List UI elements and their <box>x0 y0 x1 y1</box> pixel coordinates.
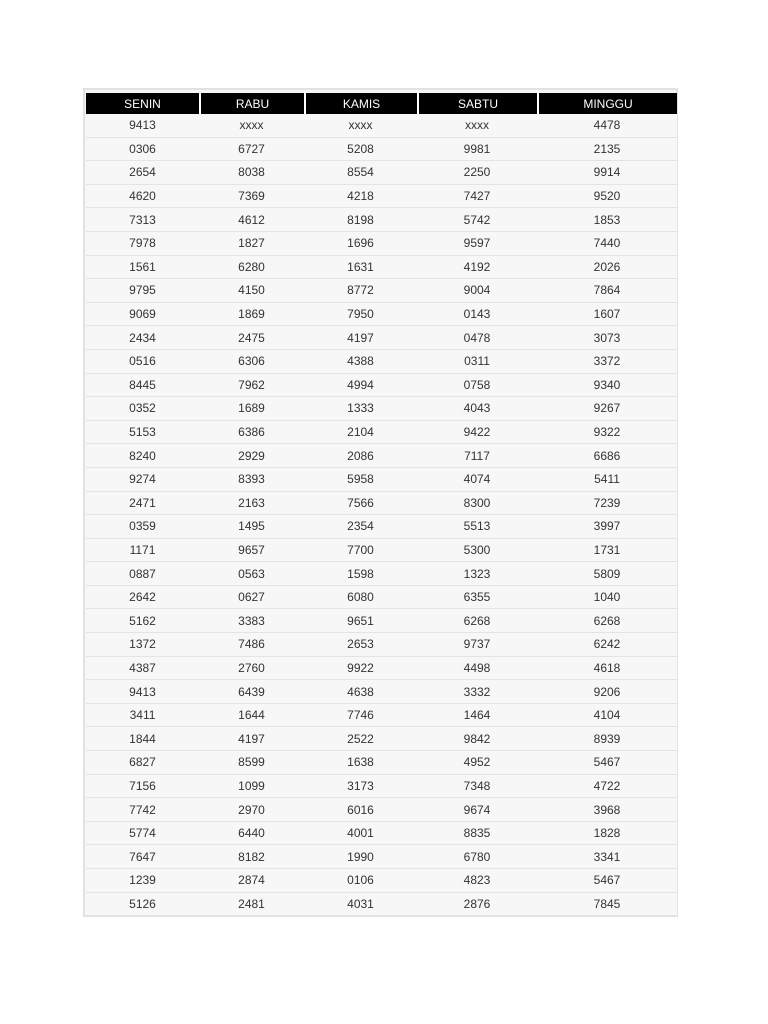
table-cell-rabu: 6306 <box>199 349 304 373</box>
table-cell-minggu: 9267 <box>537 396 677 420</box>
table-cell-senin: 7978 <box>86 231 199 255</box>
table-cell-minggu: 9206 <box>537 679 677 703</box>
table-cell-senin: 0306 <box>86 137 199 161</box>
table-cell-kamis: 5958 <box>304 467 417 491</box>
table-cell-kamis: 2653 <box>304 632 417 656</box>
table-cell-senin: 2654 <box>86 160 199 184</box>
table-row <box>86 255 677 279</box>
table-row <box>86 844 677 868</box>
table-cell-minggu: 9322 <box>537 420 677 444</box>
column-header-senin: SENIN <box>86 93 199 114</box>
table-cell-senin: 7313 <box>86 207 199 231</box>
table-cell-rabu: 8038 <box>199 160 304 184</box>
table-cell-kamis: 7566 <box>304 491 417 515</box>
table-cell-senin: 4620 <box>86 184 199 208</box>
table-cell-senin: 1844 <box>86 726 199 750</box>
table-cell-senin: 0516 <box>86 349 199 373</box>
table-cell-senin: 1372 <box>86 632 199 656</box>
table-cell-senin: 5162 <box>86 608 199 632</box>
table-cell-sabtu: 0478 <box>417 325 537 349</box>
table-cell-minggu: 1853 <box>537 207 677 231</box>
table-cell-rabu: 9657 <box>199 538 304 562</box>
table-row <box>86 349 677 373</box>
table-cell-minggu: 6686 <box>537 443 677 467</box>
table-cell-minggu: 9914 <box>537 160 677 184</box>
table-cell-rabu: 4197 <box>199 726 304 750</box>
table-cell-minggu: 6242 <box>537 632 677 656</box>
table-cell-senin: 9413 <box>86 114 199 137</box>
table-cell-sabtu: 0758 <box>417 373 537 397</box>
table-cell-kamis: 2354 <box>304 514 417 538</box>
table-cell-kamis: 8772 <box>304 278 417 302</box>
table-cell-sabtu: 7348 <box>417 774 537 798</box>
table-cell-sabtu: 6355 <box>417 585 537 609</box>
table-cell-senin: 6827 <box>86 750 199 774</box>
table-cell-kamis: 5208 <box>304 137 417 161</box>
table-cell-rabu: 7369 <box>199 184 304 208</box>
number-table <box>86 93 677 915</box>
table-cell-minggu: 5411 <box>537 467 677 491</box>
table-row <box>86 656 677 680</box>
table-cell-rabu: 8182 <box>199 844 304 868</box>
table-cell-sabtu: 9597 <box>417 231 537 255</box>
table-cell-kamis: 1598 <box>304 561 417 585</box>
table-cell-minggu: 9520 <box>537 184 677 208</box>
table-row <box>86 184 677 208</box>
table-cell-minggu: 7239 <box>537 491 677 515</box>
table-cell-minggu: 5467 <box>537 868 677 892</box>
table-row <box>86 561 677 585</box>
table-cell-kamis: 2104 <box>304 420 417 444</box>
table-cell-sabtu: 9981 <box>417 137 537 161</box>
table-cell-rabu: 4150 <box>199 278 304 302</box>
table-cell-sabtu: 4043 <box>417 396 537 420</box>
table-cell-kamis: 9651 <box>304 608 417 632</box>
table-cell-kamis: 1696 <box>304 231 417 255</box>
table-row <box>86 514 677 538</box>
table-cell-senin: 7156 <box>86 774 199 798</box>
table-cell-rabu: 6440 <box>199 821 304 845</box>
table-cell-minggu: 1607 <box>537 302 677 326</box>
table-cell-rabu: 1689 <box>199 396 304 420</box>
table-row <box>86 420 677 444</box>
table-cell-rabu: 2874 <box>199 868 304 892</box>
table-cell-senin: 7742 <box>86 797 199 821</box>
table-cell-kamis: 3173 <box>304 774 417 798</box>
table-row <box>86 632 677 656</box>
table-cell-minggu: 3372 <box>537 349 677 373</box>
table-cell-kamis: xxxx <box>304 114 417 137</box>
table-cell-kamis: 1631 <box>304 255 417 279</box>
table-cell-rabu: 6386 <box>199 420 304 444</box>
table-cell-kamis: 0106 <box>304 868 417 892</box>
table-cell-minggu: 2135 <box>537 137 677 161</box>
table-cell-senin: 5774 <box>86 821 199 845</box>
table-cell-sabtu: 9674 <box>417 797 537 821</box>
table-cell-minggu: 4618 <box>537 656 677 680</box>
table-row <box>86 137 677 161</box>
table-cell-minggu: 1731 <box>537 538 677 562</box>
header-row <box>86 93 677 114</box>
table-row <box>86 750 677 774</box>
table-cell-rabu: 2163 <box>199 491 304 515</box>
table-cell-minggu: 7440 <box>537 231 677 255</box>
table-cell-sabtu: 5742 <box>417 207 537 231</box>
table-row <box>86 231 677 255</box>
table-cell-rabu: xxxx <box>199 114 304 137</box>
table-cell-senin: 1171 <box>86 538 199 562</box>
table-cell-senin: 9795 <box>86 278 199 302</box>
table-cell-rabu: 4612 <box>199 207 304 231</box>
table-cell-sabtu: 4498 <box>417 656 537 680</box>
table-cell-sabtu: xxxx <box>417 114 537 137</box>
table-row <box>86 892 677 916</box>
table-cell-kamis: 7746 <box>304 703 417 727</box>
table-row <box>86 585 677 609</box>
table-cell-senin: 5153 <box>86 420 199 444</box>
table-cell-rabu: 7962 <box>199 373 304 397</box>
table-cell-kamis: 1990 <box>304 844 417 868</box>
table-cell-rabu: 8599 <box>199 750 304 774</box>
table-cell-sabtu: 4952 <box>417 750 537 774</box>
table-cell-sabtu: 1323 <box>417 561 537 585</box>
table-cell-sabtu: 0143 <box>417 302 537 326</box>
table-cell-kamis: 2522 <box>304 726 417 750</box>
table-cell-sabtu: 9422 <box>417 420 537 444</box>
table-cell-sabtu: 1464 <box>417 703 537 727</box>
table-row <box>86 325 677 349</box>
column-header-rabu: RABU <box>199 93 304 114</box>
table-cell-minggu: 4722 <box>537 774 677 798</box>
table-cell-senin: 2471 <box>86 491 199 515</box>
table-cell-kamis: 4388 <box>304 349 417 373</box>
table-cell-rabu: 6727 <box>199 137 304 161</box>
table-cell-kamis: 7950 <box>304 302 417 326</box>
table-cell-senin: 5126 <box>86 892 199 916</box>
table-cell-kamis: 4001 <box>304 821 417 845</box>
table-cell-minggu: 4104 <box>537 703 677 727</box>
table-cell-rabu: 2475 <box>199 325 304 349</box>
table-row <box>86 726 677 750</box>
table-cell-rabu: 1099 <box>199 774 304 798</box>
table-cell-rabu: 1827 <box>199 231 304 255</box>
table-cell-rabu: 6280 <box>199 255 304 279</box>
table-cell-kamis: 6080 <box>304 585 417 609</box>
table-cell-rabu: 6439 <box>199 679 304 703</box>
table-cell-minggu: 5809 <box>537 561 677 585</box>
table-cell-kamis: 4197 <box>304 325 417 349</box>
table-row <box>86 608 677 632</box>
table-cell-senin: 0359 <box>86 514 199 538</box>
table-row <box>86 538 677 562</box>
table-cell-kamis: 2086 <box>304 443 417 467</box>
table-row <box>86 114 677 137</box>
table-cell-kamis: 1638 <box>304 750 417 774</box>
table-cell-sabtu: 6268 <box>417 608 537 632</box>
table-cell-minggu: 9340 <box>537 373 677 397</box>
table-cell-sabtu: 5513 <box>417 514 537 538</box>
table-cell-sabtu: 9737 <box>417 632 537 656</box>
table-row <box>86 868 677 892</box>
table-cell-kamis: 7700 <box>304 538 417 562</box>
table-row <box>86 774 677 798</box>
table-cell-minggu: 3341 <box>537 844 677 868</box>
column-header-kamis: KAMIS <box>304 93 417 114</box>
table-row <box>86 396 677 420</box>
table-cell-sabtu: 0311 <box>417 349 537 373</box>
table-cell-sabtu: 7117 <box>417 443 537 467</box>
table-cell-rabu: 2929 <box>199 443 304 467</box>
table-cell-sabtu: 8835 <box>417 821 537 845</box>
table-cell-minggu: 5467 <box>537 750 677 774</box>
table-row <box>86 302 677 326</box>
table-cell-kamis: 4218 <box>304 184 417 208</box>
table-cell-rabu: 2481 <box>199 892 304 916</box>
table-cell-rabu: 0563 <box>199 561 304 585</box>
table-cell-sabtu: 2250 <box>417 160 537 184</box>
table-cell-minggu: 1828 <box>537 821 677 845</box>
table-cell-minggu: 7864 <box>537 278 677 302</box>
table-cell-senin: 9274 <box>86 467 199 491</box>
table-cell-minggu: 3968 <box>537 797 677 821</box>
table-cell-senin: 2642 <box>86 585 199 609</box>
table-cell-sabtu: 3332 <box>417 679 537 703</box>
table-cell-rabu: 1495 <box>199 514 304 538</box>
table-row <box>86 491 677 515</box>
table-row <box>86 467 677 491</box>
table-body <box>86 114 677 915</box>
table-cell-rabu: 7486 <box>199 632 304 656</box>
table-cell-minggu: 6268 <box>537 608 677 632</box>
table-cell-senin: 1239 <box>86 868 199 892</box>
table-cell-senin: 7647 <box>86 844 199 868</box>
table-cell-minggu: 3073 <box>537 325 677 349</box>
table-cell-sabtu: 7427 <box>417 184 537 208</box>
table-cell-senin: 8240 <box>86 443 199 467</box>
table-cell-senin: 3411 <box>86 703 199 727</box>
table-cell-kamis: 6016 <box>304 797 417 821</box>
table-cell-rabu: 2760 <box>199 656 304 680</box>
number-table-frame <box>83 88 678 917</box>
table-cell-minggu: 2026 <box>537 255 677 279</box>
table-row <box>86 373 677 397</box>
table-cell-sabtu: 4192 <box>417 255 537 279</box>
table-cell-sabtu: 5300 <box>417 538 537 562</box>
table-cell-senin: 4387 <box>86 656 199 680</box>
table-cell-senin: 9413 <box>86 679 199 703</box>
table-cell-senin: 2434 <box>86 325 199 349</box>
table-cell-kamis: 1333 <box>304 396 417 420</box>
table-cell-senin: 9069 <box>86 302 199 326</box>
table-cell-rabu: 1644 <box>199 703 304 727</box>
table-row <box>86 207 677 231</box>
column-header-sabtu: SABTU <box>417 93 537 114</box>
table-row <box>86 278 677 302</box>
table-row <box>86 703 677 727</box>
column-header-minggu: MINGGU <box>537 93 677 114</box>
table-cell-kamis: 4031 <box>304 892 417 916</box>
table-cell-rabu: 0627 <box>199 585 304 609</box>
table-cell-sabtu: 8300 <box>417 491 537 515</box>
table-row <box>86 160 677 184</box>
table-row <box>86 797 677 821</box>
table-cell-minggu: 8939 <box>537 726 677 750</box>
table-cell-sabtu: 9004 <box>417 278 537 302</box>
table-cell-kamis: 4994 <box>304 373 417 397</box>
table-cell-rabu: 1869 <box>199 302 304 326</box>
table-cell-kamis: 9922 <box>304 656 417 680</box>
table-cell-rabu: 2970 <box>199 797 304 821</box>
table-cell-senin: 0887 <box>86 561 199 585</box>
table-cell-minggu: 7845 <box>537 892 677 916</box>
table-cell-kamis: 8554 <box>304 160 417 184</box>
table-cell-senin: 0352 <box>86 396 199 420</box>
table-cell-rabu: 3383 <box>199 608 304 632</box>
table-cell-sabtu: 6780 <box>417 844 537 868</box>
table-cell-senin: 8445 <box>86 373 199 397</box>
table-cell-rabu: 8393 <box>199 467 304 491</box>
table-row <box>86 821 677 845</box>
table-cell-minggu: 1040 <box>537 585 677 609</box>
table-cell-senin: 1561 <box>86 255 199 279</box>
table-cell-sabtu: 4074 <box>417 467 537 491</box>
table-cell-minggu: 3997 <box>537 514 677 538</box>
table-row <box>86 679 677 703</box>
table-row <box>86 443 677 467</box>
table-cell-minggu: 4478 <box>537 114 677 137</box>
table-cell-sabtu: 4823 <box>417 868 537 892</box>
table-cell-kamis: 8198 <box>304 207 417 231</box>
table-cell-kamis: 4638 <box>304 679 417 703</box>
table-cell-sabtu: 2876 <box>417 892 537 916</box>
table-cell-sabtu: 9842 <box>417 726 537 750</box>
